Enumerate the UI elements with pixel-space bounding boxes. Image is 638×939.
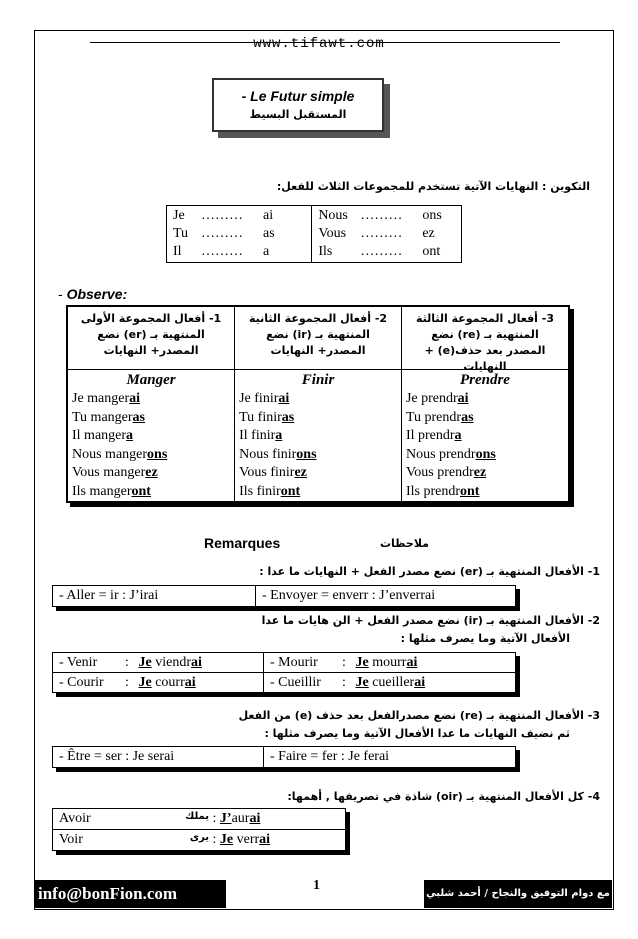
group-3-column bbox=[401, 306, 569, 373]
rule-1-cell: - Aller = ir : J’irai bbox=[53, 586, 256, 607]
group-1-header: 1- أفعال المجموعة الأولى المنتهية بـ (er) نضع المصدر+ النهايات bbox=[80, 312, 222, 357]
header-divider bbox=[90, 42, 560, 43]
footer-credit: مع دوام التوفيق والنجاح / أحمد شلبي bbox=[424, 880, 612, 908]
title-ar: المستقبل البسيط bbox=[249, 108, 347, 121]
verb-finir: Finir bbox=[301, 372, 335, 388]
ending-row: Tu ……… as bbox=[173, 226, 275, 241]
group-1-column bbox=[67, 306, 235, 370]
endings-table bbox=[166, 205, 462, 263]
rule-3-text-2: ثم نضيف النهايات ما عدا الأفعال الآتية وما يصرف مثلها : bbox=[264, 727, 570, 740]
rule-1-table bbox=[52, 585, 516, 607]
conj-line: Vous finirez bbox=[239, 465, 307, 480]
conj-line: Nous finirons bbox=[239, 446, 317, 462]
ending-row: Nous ……… ons bbox=[318, 208, 442, 223]
group-2-header: 2- أفعال المجموعة الثانية المنتهية بـ (ir) نضع المصدر+ النهايات bbox=[249, 312, 388, 357]
verb-prendre: Prendre bbox=[459, 372, 510, 388]
rule-4-text: 4- كل الأفعال المنتهية بـ (oir) شاذة في تصريفها , أهمها: bbox=[287, 790, 600, 803]
rule-2-cell: - Cueillir : Je cueillerai bbox=[264, 673, 516, 693]
rule-2-cell: - Courir : Je courrai bbox=[53, 673, 264, 693]
footer-email[interactable]: info@bonFion.com bbox=[34, 880, 226, 908]
ending-row: Ils ……… ont bbox=[318, 244, 441, 259]
rule-2-text-2: الأفعال الآتية وما يصرف مثلها : bbox=[400, 632, 570, 645]
conj-line: Vous prendrez bbox=[405, 465, 487, 480]
conj-line: Tu mangeras bbox=[72, 409, 145, 425]
conj-line: Tu prendras bbox=[405, 409, 474, 425]
rule-3-cell: - Être = ser : Je serai bbox=[53, 747, 264, 768]
group-2-column bbox=[235, 306, 402, 370]
conj-line: Nous prendrons bbox=[405, 446, 496, 462]
remarques-heading: Remarques bbox=[204, 535, 281, 551]
conj-line: Ils mangeront bbox=[72, 483, 151, 499]
site-url[interactable]: www.tifawt.com bbox=[253, 36, 385, 52]
rule-3-table bbox=[52, 746, 516, 768]
conj-line: Je prendrai bbox=[405, 391, 469, 406]
endings-plural bbox=[312, 206, 462, 263]
rule-3-cell: - Faire = fer : Je ferai bbox=[264, 747, 516, 768]
observe-heading: - Observe: bbox=[58, 286, 128, 302]
rule-4-cell: Voir يرى : Je verrai bbox=[53, 830, 346, 851]
conj-line: Je finirai bbox=[239, 391, 290, 406]
rule-3-text-1: 3- الأفعال المنتهية بـ (re) نضع مصدرالفعل بعد حذف (e) من الفعل bbox=[238, 709, 600, 722]
remarques-heading-ar: ملاحظات bbox=[380, 537, 429, 550]
ending-row: Je ……… ai bbox=[173, 208, 274, 223]
rule-2-cell: - Mourir : Je mourrai bbox=[264, 653, 516, 673]
rule-2-table bbox=[52, 652, 516, 693]
conj-line: Ils finiront bbox=[239, 483, 301, 499]
verb-manger: Manger bbox=[126, 372, 176, 388]
page-number: 1 bbox=[313, 878, 320, 893]
conj-line: Je mangerai bbox=[72, 391, 141, 406]
conj-line: Vous mangerez bbox=[72, 465, 158, 480]
rule-1-cell: - Envoyer = enverr : J’enverrai bbox=[256, 586, 516, 607]
rule-4-table bbox=[52, 808, 346, 851]
endings-singular bbox=[167, 206, 312, 263]
rule-4-cell: Avoir يملك : J’aurai bbox=[53, 809, 346, 830]
conj-line: Nous mangerons bbox=[72, 446, 168, 462]
conj-line: Il mangera bbox=[72, 428, 134, 443]
rule-2-cell: - Venir : Je viendrai bbox=[53, 653, 264, 673]
rule-2-text-1: 2- الأفعال المنتهية بـ (ir) نضع مصدر الفعل + الن هايات ما عدا bbox=[261, 614, 600, 627]
group-3-header: 3- أفعال المجموعة الثالثة المنتهية بـ (re) نضع المصدر بعد حذف(e) + النهايات bbox=[415, 312, 554, 373]
ending-row: Vous ……… ez bbox=[318, 226, 435, 241]
title-fr: - Le Futur simple bbox=[241, 88, 355, 104]
conj-line: Ils prendront bbox=[405, 483, 480, 499]
group-1-conjugation bbox=[67, 370, 235, 503]
conj-line: Tu finiras bbox=[239, 409, 295, 425]
title-box bbox=[212, 78, 384, 132]
conjugation-table bbox=[66, 305, 570, 503]
conj-line: Il prendra bbox=[405, 428, 462, 443]
ending-row: Il ……… a bbox=[173, 244, 270, 259]
group-2-conjugation bbox=[235, 370, 402, 503]
rule-1-text: 1- الأفعال المنتهية بـ (er) نضع مصدر الفعل + النهايات ما عدا : bbox=[259, 565, 600, 578]
conj-line: Il finira bbox=[239, 428, 283, 443]
formation-intro: التكوين : النهايات الآتية تستخدم للمجموعات الثلاث للفعل: bbox=[276, 180, 590, 193]
group-3-conjugation bbox=[401, 370, 569, 503]
